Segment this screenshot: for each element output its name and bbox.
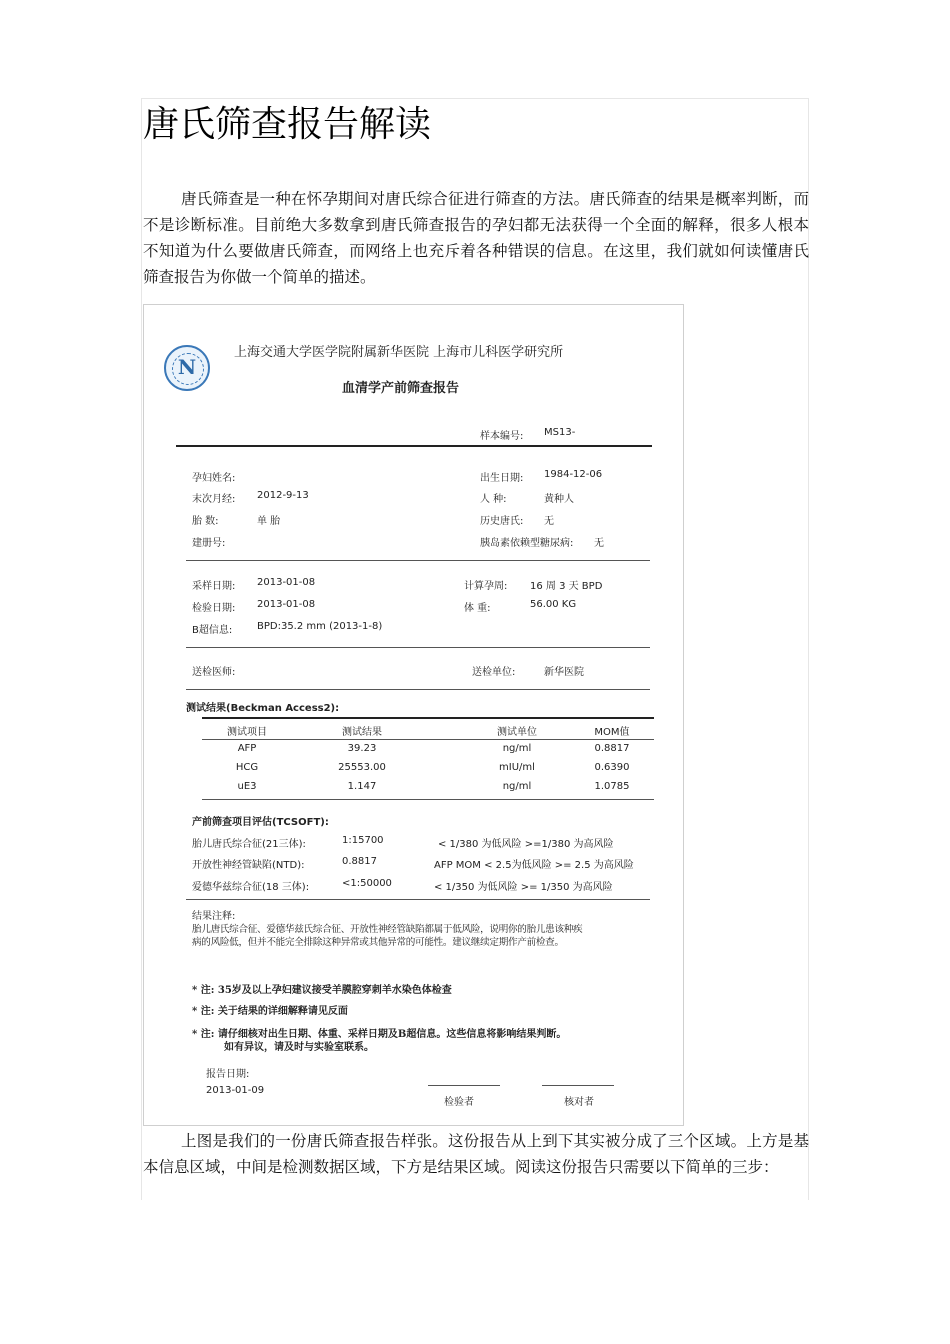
results-table xyxy=(202,717,654,803)
table-cell: 0.8817 xyxy=(594,743,630,754)
sample-label: 样本编号: xyxy=(480,431,524,442)
dob-label: 出生日期: xyxy=(480,473,524,484)
report-title: 血清学产前筛查报告 xyxy=(342,381,460,396)
intro-paragraph: 唐氏筛查是一种在怀孕期间对唐氏综合征进行筛查的方法。唐氏筛查的结果是概率判断，而不是诊断标准。目前绝大多数拿到唐氏筛查报告的孕妇都无法获得一个全面的解释，很多人根本不知道为什么要做唐氏筛查，而网络上也充斥着各种错误的信息。在这里，我们就如何读懂唐氏筛查报告为你做一个简单的描述。 xyxy=(143,190,809,286)
test-date-label: 检验日期: xyxy=(192,603,236,614)
report-date-value: 2013-01-09 xyxy=(206,1085,265,1096)
ga-label: 计算孕周: xyxy=(464,581,508,592)
sample-value: MS13- xyxy=(544,427,576,438)
conclusion-line: 病的风险低，但并不能完全排除这种异常或其他异常的可能性。建议继续定期作产前检查。 xyxy=(192,937,564,948)
lmp-value: 2012-9-13 xyxy=(257,490,309,501)
divider xyxy=(186,560,650,561)
table-header: MOM值 xyxy=(594,727,630,738)
diabetes-label: 胰岛素依赖型糖尿病: xyxy=(480,538,574,549)
table-row xyxy=(202,760,654,778)
fetus-label: 胎 数: xyxy=(192,516,219,527)
note: * 注: 35岁及以上孕妇建议接受羊膜腔穿刺羊水染色体检查 xyxy=(192,985,452,996)
risk-value: 1:15700 xyxy=(342,835,384,846)
risk-criterion: < 1/350 为低风险 >= 1/350 为高风险 xyxy=(434,882,613,893)
table-cell: HCG xyxy=(235,762,259,773)
signature-line xyxy=(428,1085,500,1086)
sampling-value: 2013-01-08 xyxy=(257,577,316,588)
conclusion-label: 结果注释: xyxy=(192,911,236,922)
hospital-name: 上海交通大学医学院附属新华医院 上海市儿科医学研究所 xyxy=(234,345,564,360)
risk-name: 爱德华兹综合征(18 三体): xyxy=(192,882,310,893)
divider xyxy=(176,445,652,447)
table-rule xyxy=(202,739,654,740)
hospital-logo-icon: N xyxy=(164,345,210,391)
risk-value: 0.8817 xyxy=(342,856,377,867)
table-rule xyxy=(202,717,654,719)
checker-label: 核对者 xyxy=(564,1097,594,1108)
booklet-label: 建册号: xyxy=(192,538,226,549)
risk-value: <1:50000 xyxy=(342,878,392,889)
table-row xyxy=(202,741,654,759)
ga-value: 16 周 3 天 BPD xyxy=(530,581,603,592)
table-row xyxy=(202,779,654,797)
note: 如有异议，请及时与实验室联系。 xyxy=(224,1042,374,1053)
test-date-value: 2013-01-08 xyxy=(257,599,316,610)
table-cell: mIU/ml xyxy=(499,762,535,773)
table-header: 测试项目 xyxy=(227,727,267,738)
ultrasound-label: B超信息: xyxy=(192,625,233,636)
table-cell: ng/ml xyxy=(502,743,532,754)
name-label: 孕妇姓名: xyxy=(192,473,236,484)
table-cell: 25553.00 xyxy=(338,762,386,773)
weight-label: 体 重: xyxy=(464,603,491,614)
diabetes-value: 无 xyxy=(594,538,604,549)
table-cell: AFP xyxy=(237,743,257,754)
table-cell: 0.6390 xyxy=(594,762,630,773)
note: * 注: 请仔细核对出生日期、体重、采样日期及B超信息。这些信息将影响结果判断。 xyxy=(192,1029,567,1040)
risk-name: 胎儿唐氏综合征(21三体): xyxy=(192,839,306,850)
note: * 注: 关于结果的详细解释请见反面 xyxy=(192,1006,348,1017)
signature-line xyxy=(542,1085,614,1086)
fetus-value: 单 胎 xyxy=(257,516,281,527)
divider xyxy=(186,899,650,900)
report-image xyxy=(143,304,684,1126)
table-cell: 39.23 xyxy=(347,743,377,754)
table-rule xyxy=(202,799,654,800)
table-cell: 1.147 xyxy=(347,781,377,792)
report-date-label: 报告日期: xyxy=(206,1069,250,1080)
race-label: 人 种: xyxy=(480,494,507,505)
table-header: 测试结果 xyxy=(342,727,382,738)
dob-value: 1984-12-06 xyxy=(544,469,603,480)
table-header-row xyxy=(202,721,654,739)
unit-value: 新华医院 xyxy=(544,667,584,678)
ultrasound-value: BPD:35.2 mm (2013-1-8) xyxy=(257,621,383,632)
table-cell: 1.0785 xyxy=(594,781,630,792)
examiner-label: 检验者 xyxy=(444,1097,474,1108)
table-cell: uE3 xyxy=(237,781,257,792)
page-title: 唐氏筛查报告解读 xyxy=(143,104,432,145)
table-header: 测试单位 xyxy=(497,727,537,738)
conclusion-line: 胎儿唐氏综合征、爱德华兹氏综合征、开放性神经管缺陷都属于低风险，说明你的胎儿患该种疾 xyxy=(192,924,583,935)
doctor-label: 送检医师: xyxy=(192,667,236,678)
lmp-label: 末次月经: xyxy=(192,494,236,505)
history-value: 无 xyxy=(544,516,554,527)
unit-label: 送检单位: xyxy=(472,667,516,678)
weight-value: 56.00 KG xyxy=(530,599,577,610)
results-heading: 测试结果(Beckman Access2): xyxy=(186,703,340,714)
history-label: 历史唐氏: xyxy=(480,516,524,527)
sampling-label: 采样日期: xyxy=(192,581,236,592)
risk-criterion: < 1/380 为低风险 >=1/380 为高风险 xyxy=(438,839,614,850)
outro-paragraph: 上图是我们的一份唐氏筛查报告样张。这份报告从上到下其实被分成了三个区域。上方是基本信息区域，中间是检测数据区域，下方是结果区域。阅读这份报告只需要以下简单的三步： xyxy=(143,1132,809,1176)
divider xyxy=(186,647,650,648)
race-value: 黄种人 xyxy=(544,494,574,505)
table-cell: ng/ml xyxy=(502,781,532,792)
risk-name: 开放性神经管缺陷(NTD): xyxy=(192,860,305,871)
risk-criterion: AFP MOM < 2.5为低风险 >= 2.5 为高风险 xyxy=(434,860,634,871)
risk-heading: 产前筛查项目评估(TCSOFT): xyxy=(192,817,329,828)
divider xyxy=(186,689,650,690)
